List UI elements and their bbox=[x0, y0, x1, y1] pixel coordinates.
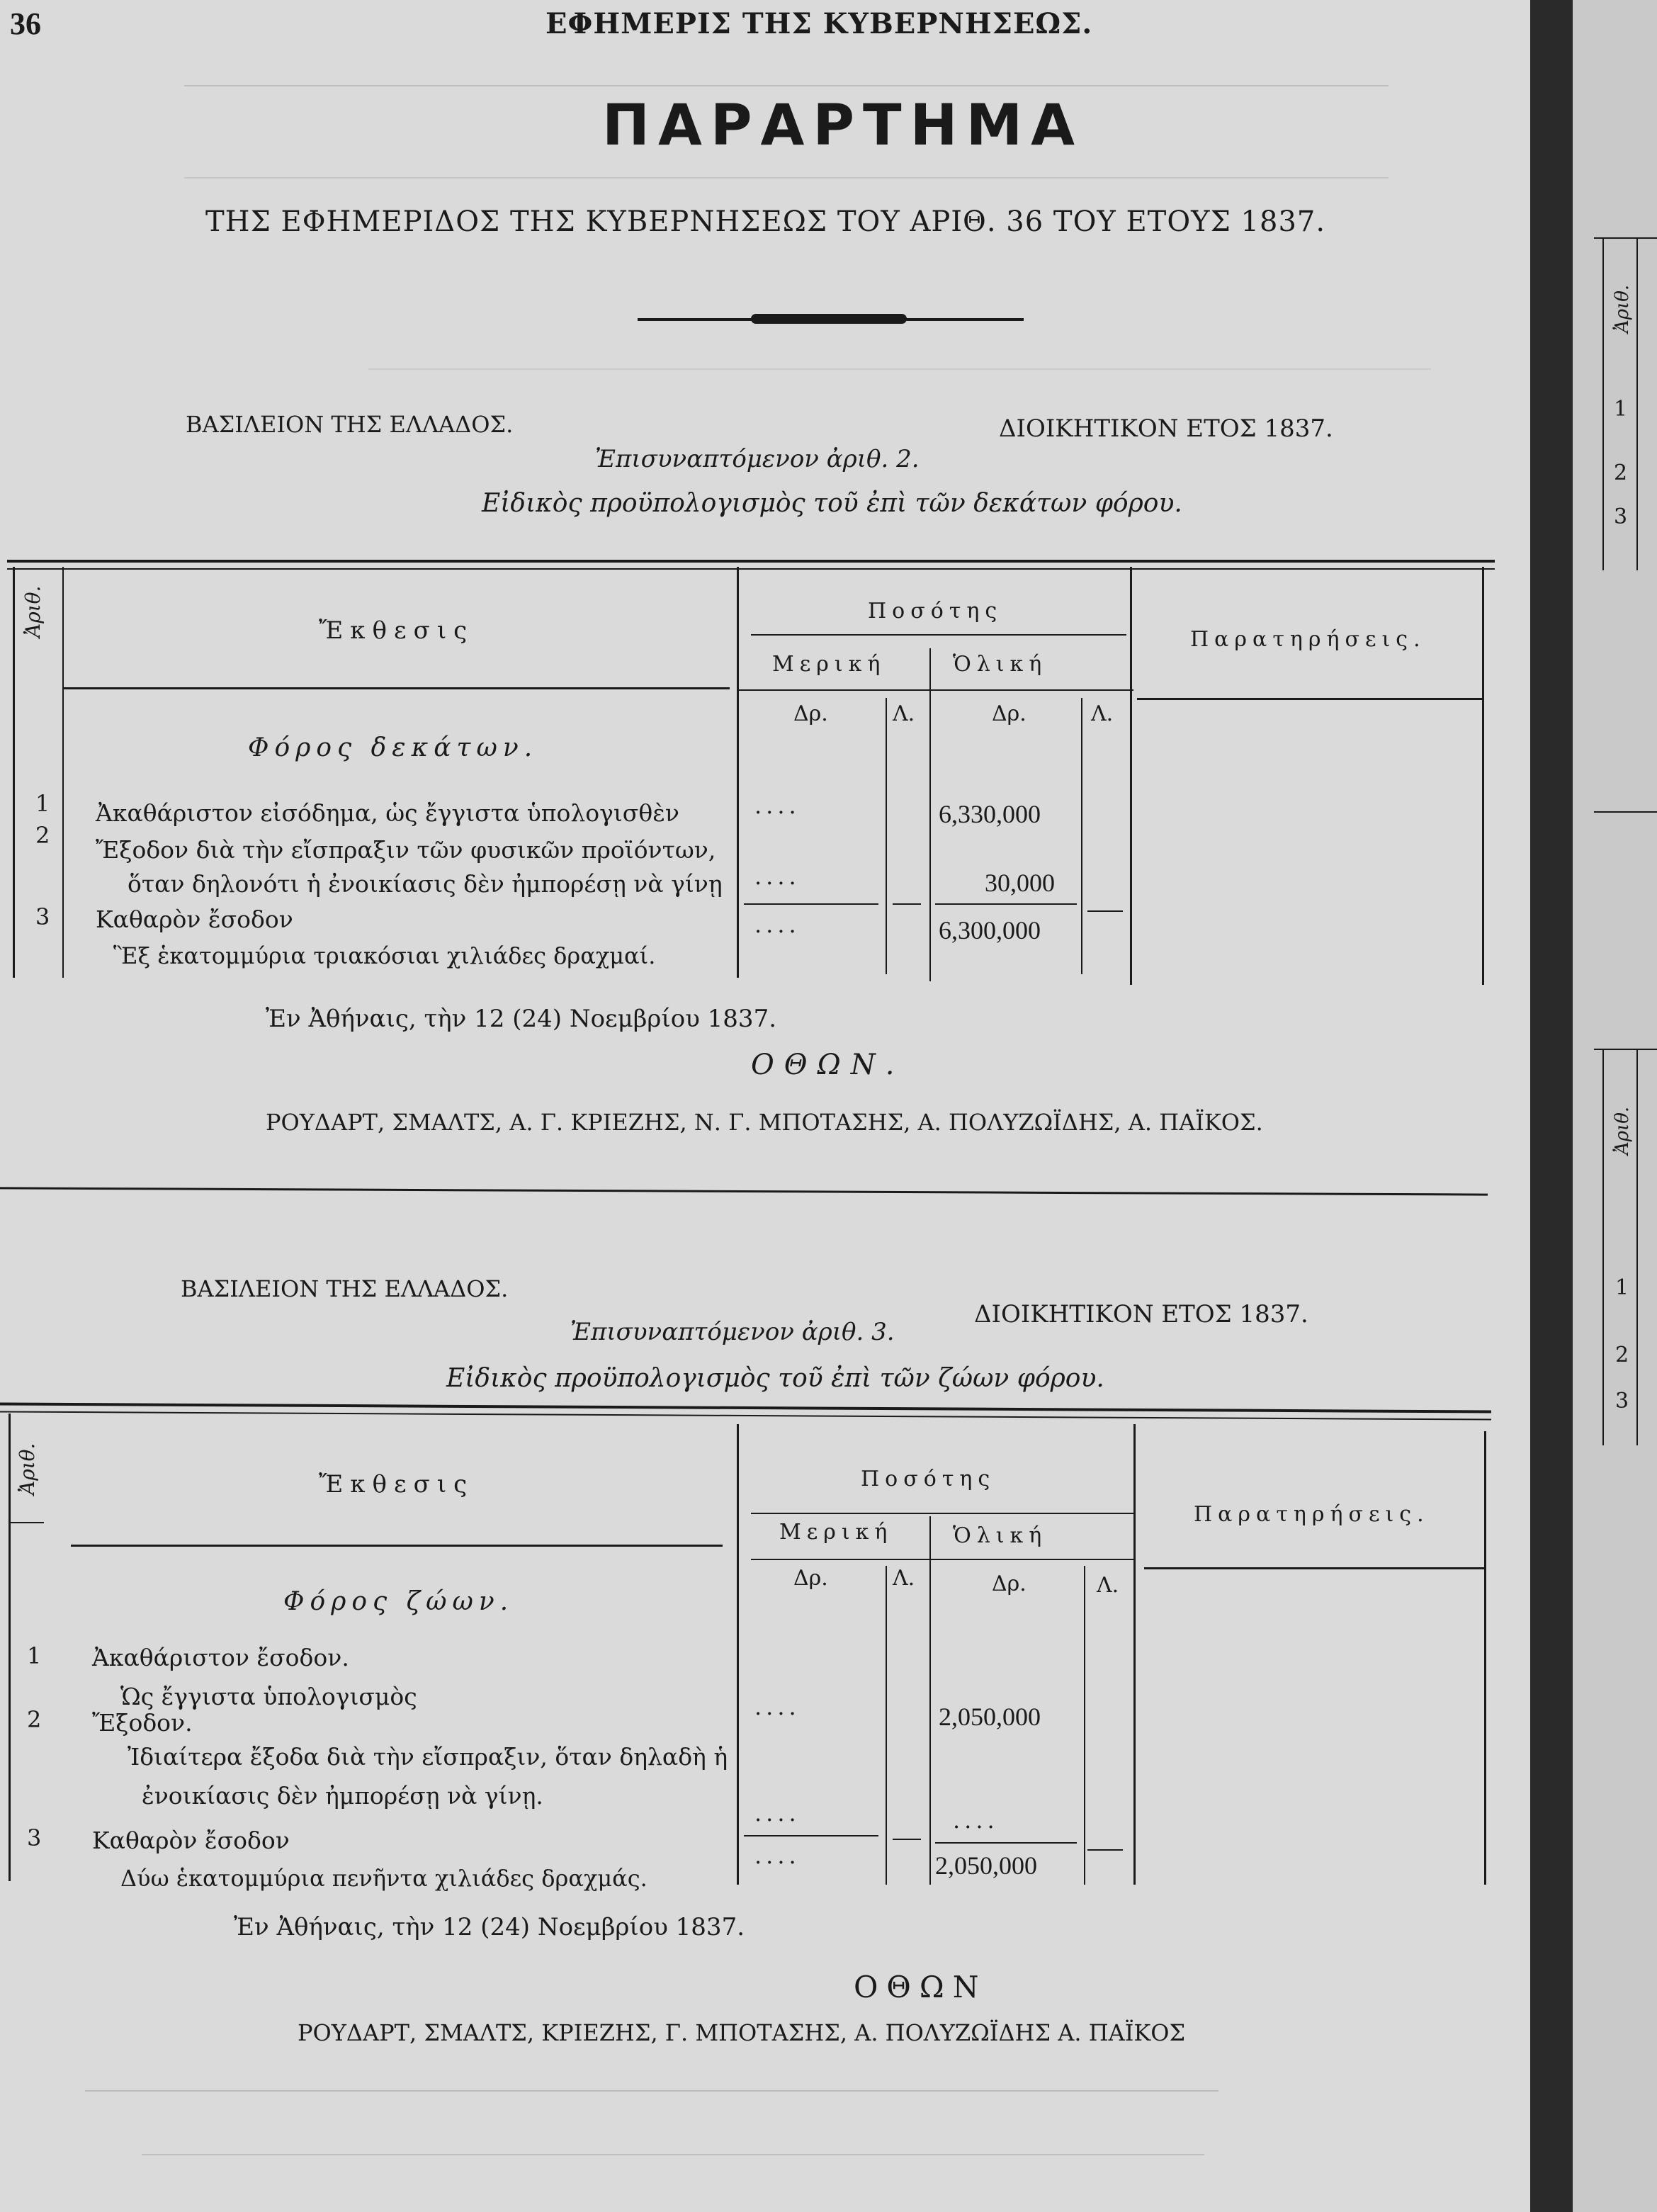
row-number: 1 bbox=[35, 790, 50, 817]
amount-sub-rule-2 bbox=[737, 689, 1133, 691]
row-partial: .... bbox=[754, 863, 801, 890]
ornament-center bbox=[751, 314, 907, 324]
remarks-rule bbox=[1137, 698, 1484, 700]
row-description-cont: Ἰδιαίτερα ἔξοδα διὰ τὴν εἴσπραξιν, ὅταν δηλαδὴ ἡ bbox=[128, 1743, 728, 1771]
partial-total-rule bbox=[929, 1516, 931, 1885]
row-number: 2 bbox=[27, 1706, 42, 1733]
row-description: Ἀκαθάριστον εἰσόδημα, ὡς ἔγγιστα ὑπολογισθὲν bbox=[96, 799, 679, 827]
sum-rule-total-l bbox=[1087, 910, 1123, 912]
sum-rule-total bbox=[935, 1842, 1077, 1844]
table-top-rule-thin bbox=[0, 1411, 1491, 1420]
bleed-line bbox=[184, 177, 1389, 179]
amount-in-words: Δύω ἑκατομμύρια πενῆντα χιλιάδες δραχμάς. bbox=[120, 1865, 647, 1892]
dr-header: Δρ. bbox=[793, 701, 828, 726]
sum-rule bbox=[744, 1835, 878, 1836]
side-row-number: 3 bbox=[1615, 1389, 1629, 1413]
amount-col-rule bbox=[1133, 1424, 1136, 1885]
dr-header: Δρ. bbox=[992, 701, 1027, 726]
dr-header: Δρ. bbox=[793, 1566, 828, 1591]
section-title: Φόρος δεκάτων. bbox=[248, 733, 538, 762]
attachment-number: Ἐπισυναπτόμενον ἀριθ. 2. bbox=[595, 445, 920, 473]
amount-header: Ποσότης bbox=[868, 599, 1003, 623]
page-number: 36 bbox=[10, 6, 41, 41]
l-header: Λ. bbox=[893, 1566, 915, 1591]
running-head: ΕΦΗΜΕΡΙΣ ΤΗΣ ΚΥΒΕΡΝΗΣΕΩΣ. bbox=[545, 7, 1093, 40]
num-header-rule bbox=[9, 1522, 44, 1523]
row-partial: .... bbox=[754, 1842, 801, 1869]
binding-gutter bbox=[1530, 0, 1573, 2212]
row-number: 1 bbox=[27, 1642, 42, 1669]
side-row-number: 3 bbox=[1614, 504, 1628, 529]
section-title: Φόρος ζώων. bbox=[283, 1587, 514, 1616]
desc-header: Ἔκθεσις bbox=[319, 1470, 475, 1499]
side-row-number: 1 bbox=[1614, 397, 1628, 422]
header-bottom-rule bbox=[71, 1545, 723, 1547]
partial-header: Μερική bbox=[772, 652, 886, 677]
sum-rule-l bbox=[893, 903, 921, 905]
row-description-cont: ὅταν δηλονότι ἡ ἐνοικίασις δὲν ἠμπορέσῃ νὰ γίνῃ bbox=[128, 870, 723, 898]
bleed-line bbox=[85, 2090, 1218, 2092]
row-total: 30,000 bbox=[985, 869, 1055, 897]
table-left-rule bbox=[9, 1413, 11, 1881]
page-title: ΠΑΡΑΡΤΗΜΑ bbox=[602, 92, 1084, 158]
dr-l-rule-2 bbox=[1081, 698, 1082, 974]
kingdom-label: ΒΑΣΙΛΕΙΟΝ ΤΗΣ ΕΛΛΑΔΟΣ. bbox=[181, 1275, 509, 1302]
sum-rule-total bbox=[935, 903, 1077, 905]
side-num-header: Ἀριθ. bbox=[1612, 284, 1633, 333]
amount-sub-rule-2 bbox=[751, 1559, 1133, 1560]
signatories: ΡΟΥΔΑΡΤ, ΣΜΑΛΤΣ, ΚΡΙΕΖΗΣ, Γ. ΜΠΟΤΑΣΗΣ, Α. ΠΟΛΥΖΩΪΔΗΣ Α. ΠΑΪΚΟΣ bbox=[298, 2019, 1186, 2046]
table-right-rule bbox=[1484, 1431, 1486, 1885]
row-partial: .... bbox=[754, 792, 801, 819]
side-num-header: Ἀριθ. bbox=[1612, 1106, 1633, 1155]
partial-total-rule bbox=[929, 648, 931, 981]
row-total: .... bbox=[953, 1807, 999, 1834]
dr-l-rule bbox=[886, 1566, 887, 1885]
row-description-cont: Ὡς ἔγγιστα ὑπολογισμὸς bbox=[120, 1683, 417, 1710]
table-top-rule bbox=[7, 560, 1495, 563]
row-description: Ἀκαθάριστον ἔσοδον. bbox=[92, 1644, 349, 1671]
l-header: Λ. bbox=[1091, 701, 1114, 726]
remarks-header: Παρατηρήσεις. bbox=[1190, 627, 1426, 652]
budget-heading: Εἰδικὸς προϋπολογισμὸς τοῦ ἐπὶ τῶν δεκάτων φόρου. bbox=[482, 489, 1182, 518]
row-total: 2,050,000 bbox=[935, 1851, 1037, 1880]
row-partial: .... bbox=[754, 911, 801, 938]
side-row-number: 2 bbox=[1615, 1343, 1629, 1367]
bleed-line bbox=[184, 85, 1389, 86]
num-col-rule bbox=[62, 567, 64, 978]
side-table-rule bbox=[1636, 237, 1638, 570]
sum-rule-total-l bbox=[1087, 1849, 1123, 1851]
header-bottom-rule bbox=[64, 687, 730, 689]
desc-col-rule bbox=[737, 567, 739, 978]
kingdom-label: ΒΑΣΙΛΕΙΟΝ ΤΗΣ ΕΛΛΑΔΟΣ. bbox=[186, 411, 514, 438]
num-header: Ἀριθ. bbox=[21, 585, 45, 638]
row-number: 2 bbox=[35, 822, 50, 849]
side-table-rule bbox=[1602, 237, 1604, 570]
dr-l-rule bbox=[886, 698, 887, 974]
row-total: 6,300,000 bbox=[939, 916, 1041, 944]
king-signature: ΟΘΩΝ bbox=[854, 1970, 988, 2004]
table-right-rule bbox=[1482, 567, 1484, 985]
row-partial: .... bbox=[754, 1693, 801, 1720]
page-subtitle: ΤΗΣ ΕΦΗΜΕΡΙΔΟΣ ΤΗΣ ΚΥΒΕΡΝΗΣΕΩΣ ΤΟΥ ΑΡΙΘ. 36 ΤΟΥ ΕΤΟΥΣ 1837. bbox=[205, 205, 1326, 238]
amount-in-words: Ἓξ ἑκατομμύρια τριακόσιαι χιλιάδες δραχμαί. bbox=[113, 942, 656, 969]
bleed-line bbox=[368, 368, 1431, 370]
row-description: Ἔξοδον. bbox=[92, 1709, 193, 1737]
remarks-rule bbox=[1144, 1567, 1484, 1569]
row-description: Καθαρὸν ἔσοδον bbox=[96, 905, 293, 933]
king-signature: ΟΘΩΝ. bbox=[751, 1049, 905, 1081]
row-total: 6,330,000 bbox=[939, 800, 1041, 828]
row-total: 2,050,000 bbox=[939, 1703, 1041, 1731]
section-separator bbox=[0, 1187, 1488, 1195]
l-header: Λ. bbox=[1097, 1573, 1119, 1598]
num-header: Ἀριθ. bbox=[16, 1443, 39, 1495]
sum-rule bbox=[744, 903, 878, 905]
l-header: Λ. bbox=[893, 701, 915, 726]
budget-heading: Εἰδικὸς προϋπολογισμὸς τοῦ ἐπὶ τῶν ζώων φόρου. bbox=[446, 1364, 1104, 1393]
desc-header: Ἔκθεσις bbox=[319, 616, 475, 645]
remarks-header: Παρατηρήσεις. bbox=[1194, 1502, 1430, 1527]
amount-header: Ποσότης bbox=[861, 1467, 996, 1491]
row-description-cont: ἐνοικίασις δὲν ἠμπορέσῃ νὰ γίνῃ. bbox=[142, 1782, 543, 1810]
table-left-rule bbox=[13, 567, 15, 978]
total-header: Ὁλική bbox=[953, 652, 1048, 677]
desc-col-rule bbox=[737, 1424, 739, 1885]
row-partial: .... bbox=[754, 1800, 801, 1827]
sum-rule-l bbox=[893, 1839, 921, 1840]
partial-header: Μερική bbox=[779, 1520, 893, 1545]
row-number: 3 bbox=[35, 903, 50, 930]
side-table-rule bbox=[1602, 1049, 1604, 1445]
admin-year: ΔΙΟΙΚΗΤΙΚΟΝ ΕΤΟΣ 1837. bbox=[999, 414, 1333, 443]
amount-col-rule bbox=[1130, 567, 1132, 985]
admin-year: ΔΙΟΙΚΗΤΙΚΟΝ ΕΤΟΣ 1837. bbox=[974, 1300, 1308, 1328]
row-description: Ἔξοδον διὰ τὴν εἴσπραξιν τῶν φυσικῶν προϊόντων, bbox=[96, 836, 716, 864]
place-date: Ἐν Ἀθήναις, τὴν 12 (24) Νοεμβρίου 1837. bbox=[266, 1005, 777, 1033]
side-table-rule bbox=[1636, 1049, 1638, 1445]
signatories: ΡΟΥΔΑΡΤ, ΣΜΑΛΤΣ, Α. Γ. ΚΡΙΕΖΗΣ, Ν. Γ. ΜΠΟΤΑΣΗΣ, Α. ΠΟΛΥΖΩΪΔΗΣ, Α. ΠΑΪΚΟΣ. bbox=[266, 1109, 1263, 1136]
table-top-rule-thin bbox=[7, 568, 1495, 570]
amount-sub-rule bbox=[751, 634, 1126, 636]
row-description: Καθαρὸν ἔσοδον bbox=[92, 1827, 290, 1854]
side-row-number: 2 bbox=[1614, 461, 1628, 485]
side-table-rule bbox=[1594, 811, 1657, 813]
dr-l-rule-2 bbox=[1084, 1566, 1085, 1885]
bleed-line bbox=[142, 2154, 1204, 2155]
amount-sub-rule bbox=[751, 1513, 1133, 1514]
attachment-number: Ἐπισυναπτόμενον ἀριθ. 3. bbox=[570, 1318, 895, 1346]
dr-header: Δρ. bbox=[992, 1571, 1027, 1596]
row-number: 3 bbox=[27, 1824, 42, 1851]
place-date: Ἐν Ἀθήναις, τὴν 12 (24) Νοεμβρίου 1837. bbox=[234, 1913, 745, 1941]
side-row-number: 1 bbox=[1615, 1275, 1629, 1300]
total-header: Ὁλική bbox=[953, 1523, 1048, 1548]
